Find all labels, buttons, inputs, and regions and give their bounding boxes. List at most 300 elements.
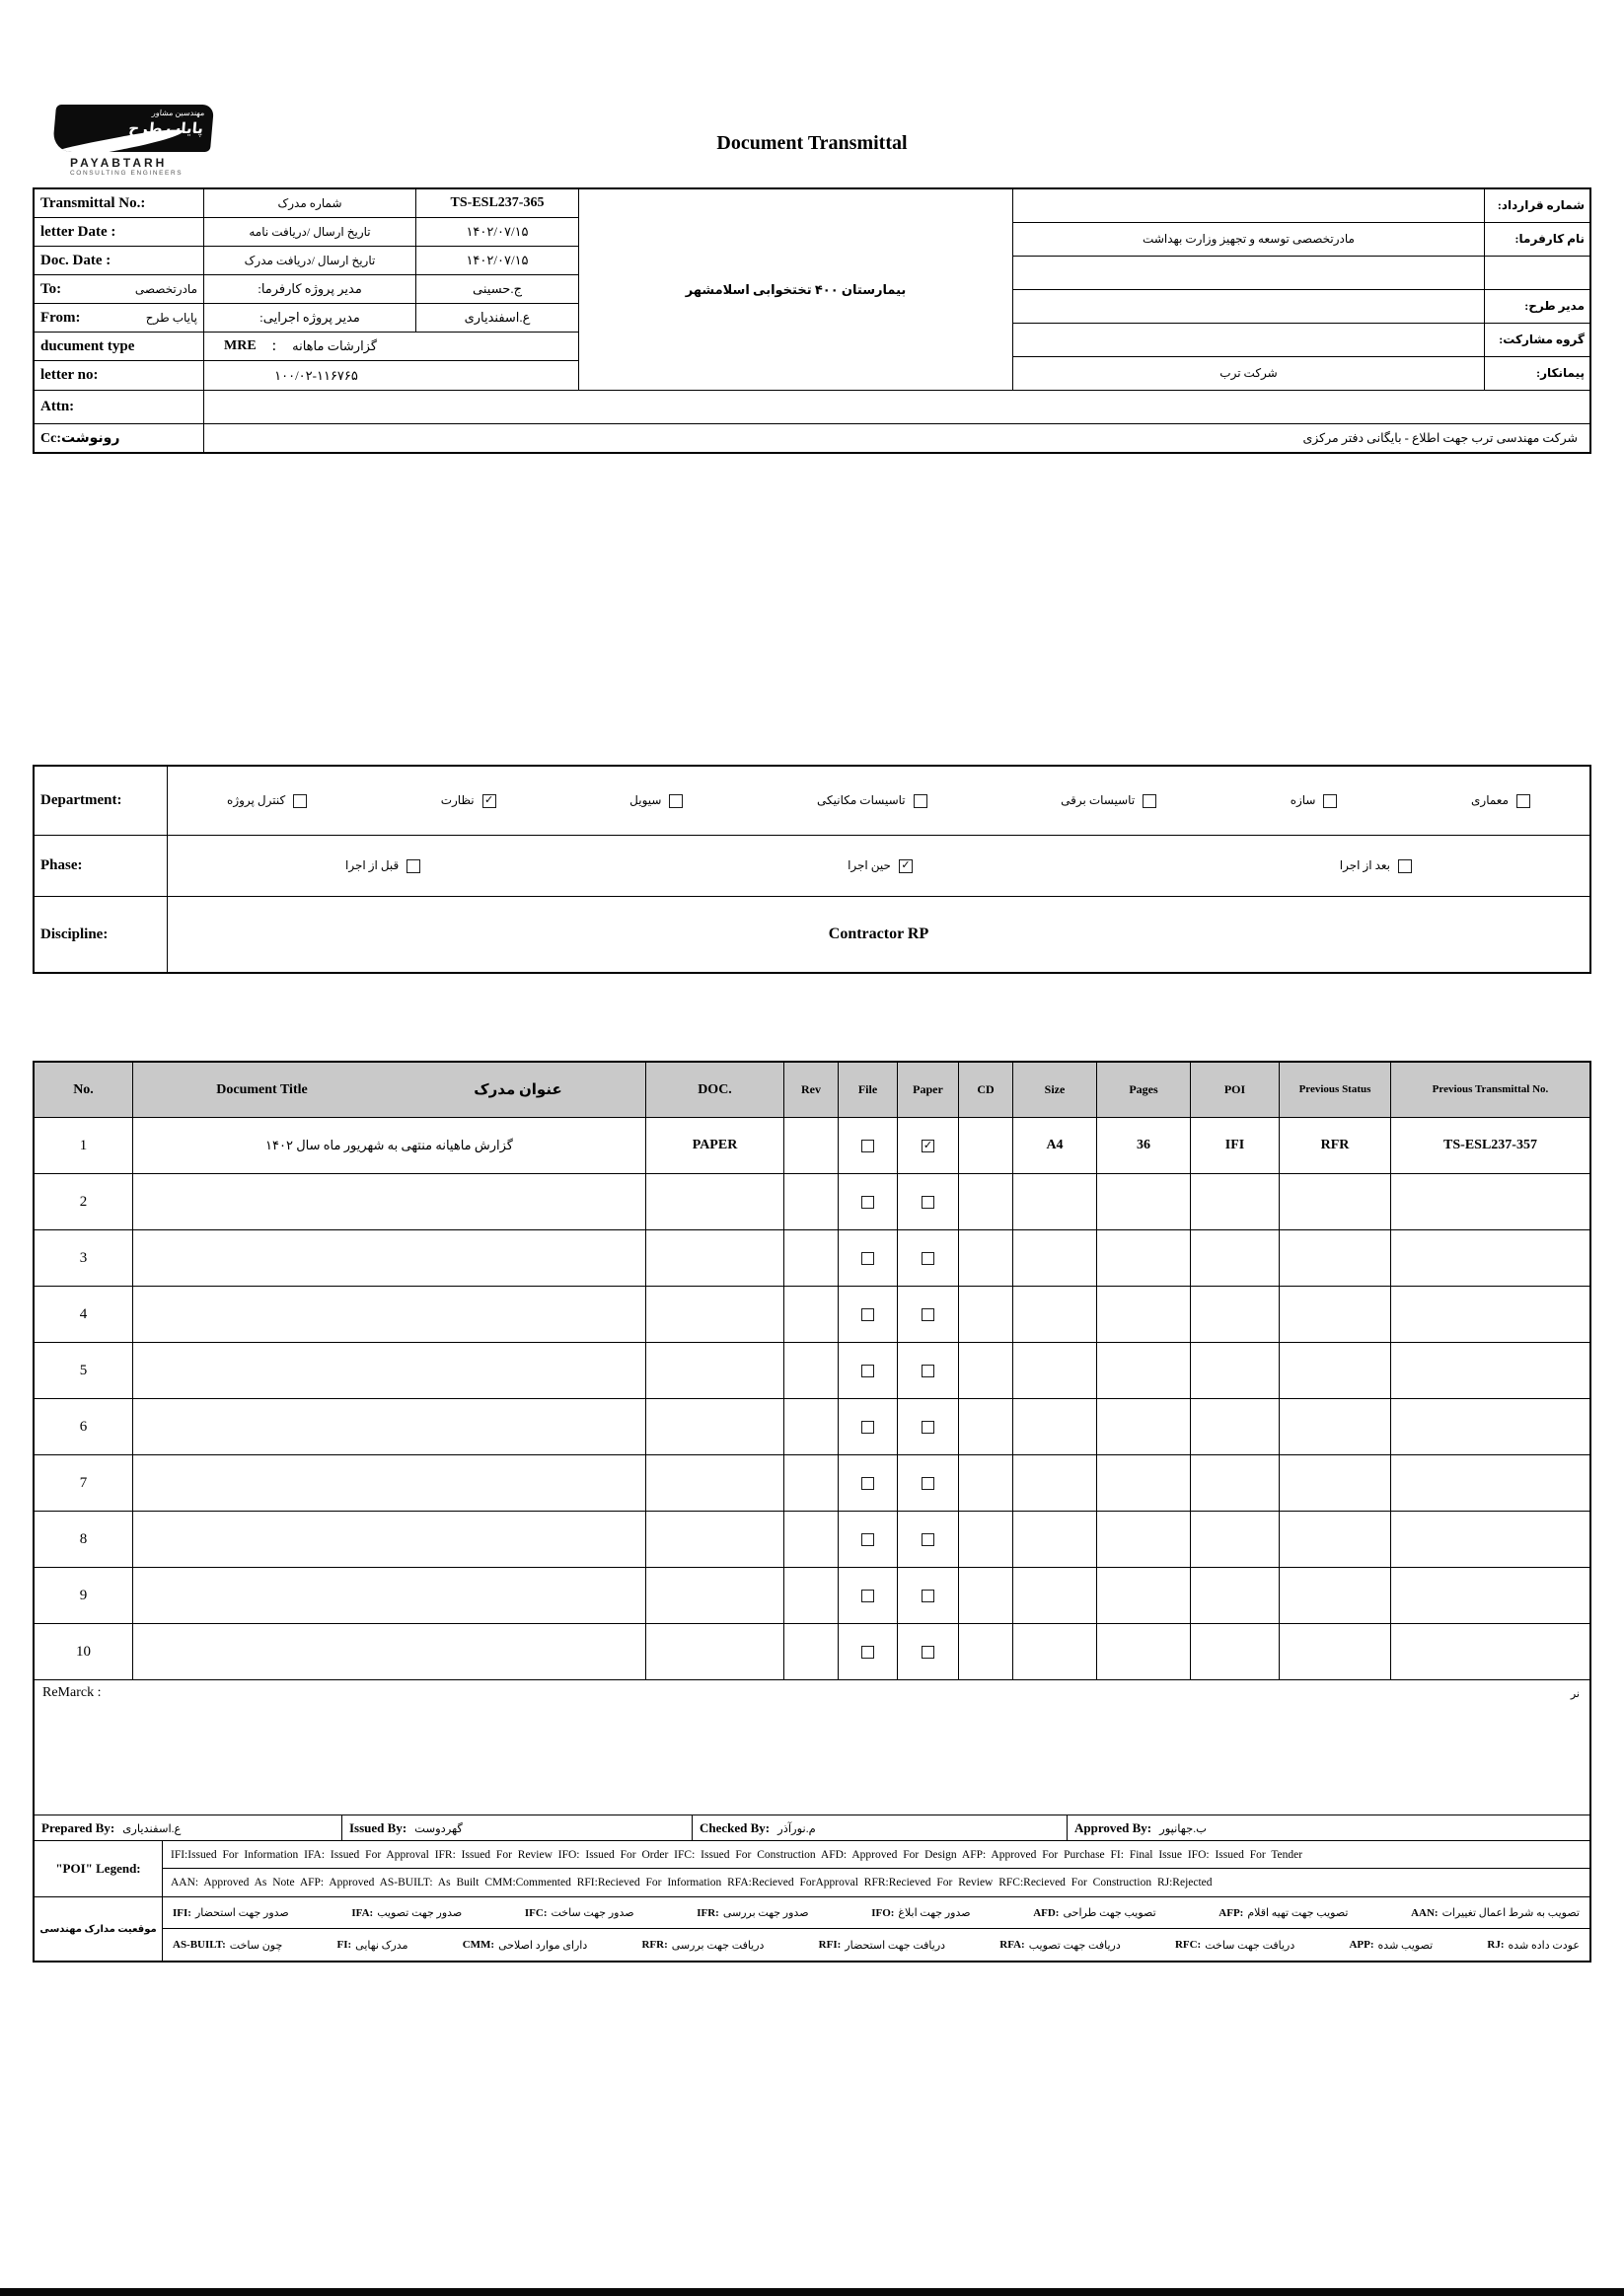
doc-row-prev-transmittal — [1391, 1230, 1589, 1286]
department-option-checkbox[interactable] — [1143, 794, 1156, 808]
doc-row-file-cell — [839, 1455, 898, 1511]
doc-row-file-checkbox[interactable] — [861, 1477, 874, 1490]
letter-date-fa-label: تاریخ ارسال /دریافت نامه — [204, 218, 416, 246]
doc-row-4 — [35, 1287, 1589, 1343]
doc-row-cd — [959, 1343, 1013, 1398]
transmittal-no-row — [35, 189, 578, 218]
legend-entry-IFO — [871, 1906, 970, 1919]
legend-entry-RFI — [819, 1939, 945, 1952]
legend-code: FI: — [336, 1939, 352, 1951]
legend-code: IFC: — [524, 1906, 548, 1919]
header-previous-transmittal: Previous Transmittal No. — [1432, 1082, 1549, 1095]
doc-row-file-cell — [839, 1230, 898, 1286]
doc-row-pages — [1097, 1512, 1191, 1567]
design-manager-row — [1013, 290, 1589, 324]
header-title-en: Document Title — [216, 1081, 308, 1097]
fa-legend-lines — [163, 1897, 1589, 1961]
legend-desc: صدور جهت ابلاغ — [898, 1907, 971, 1919]
legend-entry-IFI — [173, 1906, 289, 1919]
legend-entry-CMM — [463, 1939, 588, 1952]
legend-code: AFD: — [1033, 1906, 1060, 1919]
doc-row-size — [1013, 1230, 1097, 1286]
doc-type-fa-value: گزارشات ماهانه — [292, 338, 378, 353]
doc-row-poi — [1191, 1624, 1280, 1679]
phase-option — [1340, 858, 1412, 873]
legend-desc: صدور جهت استحضار — [194, 1907, 289, 1919]
header-paper: Paper — [898, 1063, 959, 1117]
doc-row-paper-checkbox[interactable] — [922, 1365, 934, 1377]
department-option — [629, 793, 683, 808]
header-pages: Pages — [1097, 1063, 1191, 1117]
legend-code: RFA: — [999, 1939, 1025, 1951]
legend-code: IFR: — [697, 1906, 719, 1919]
doc-row-prev-transmittal — [1391, 1174, 1589, 1229]
to-cell — [35, 275, 204, 303]
legend-code: IFI: — [173, 1906, 191, 1919]
header-document-title — [133, 1063, 646, 1117]
doc-row-file-checkbox[interactable] — [861, 1590, 874, 1602]
department-option-checkbox[interactable] — [669, 794, 683, 808]
phase-option — [345, 858, 420, 873]
prepared-by-label: Prepared By: — [41, 1819, 115, 1835]
fa-legend — [35, 1897, 1589, 1961]
doc-row-pages — [1097, 1230, 1191, 1286]
issued-by-label: Issued By: — [349, 1819, 407, 1835]
from-value: پایاب طرح — [145, 310, 197, 325]
legend-entry-RFC — [1175, 1939, 1294, 1952]
legend-entry-IFC — [525, 1906, 634, 1919]
department-option-label: کنترل پروژه — [227, 793, 286, 807]
legend-desc: تصویب جهت تهیه اقلام — [1247, 1907, 1349, 1919]
legend-entry-RFR — [641, 1939, 764, 1952]
phase-options — [168, 836, 1589, 896]
legend-desc: دریافت جهت ساخت — [1205, 1939, 1295, 1952]
from-row — [35, 304, 578, 333]
design-manager-label: مدیر طرح: — [1524, 299, 1585, 313]
doc-row-paper-cell — [898, 1399, 959, 1454]
doc-row-cd — [959, 1512, 1013, 1567]
doc-row-6 — [35, 1399, 1589, 1455]
doc-row-rev — [784, 1118, 839, 1173]
doc-row-pages: 36 — [1097, 1118, 1191, 1173]
department-option-label: معماری — [1471, 793, 1509, 807]
project-name-cell — [579, 189, 1013, 390]
to-label: To: — [40, 280, 62, 297]
doc-row-paper-cell — [898, 1624, 959, 1679]
doc-row-prev-status — [1280, 1624, 1391, 1679]
phase-option — [848, 858, 913, 873]
doc-type-row — [35, 333, 578, 361]
legend-desc: دریافت جهت استحضار — [845, 1939, 946, 1952]
phase-option-checkbox[interactable] — [1398, 859, 1412, 873]
attn-label: Attn: — [35, 391, 204, 423]
empty-right-label — [1485, 257, 1589, 289]
department-option-checkbox[interactable]: ✓ — [482, 794, 496, 808]
doc-row-rev — [784, 1624, 839, 1679]
project-name: بیمارستان ۴۰۰ تختخوابی اسلامشهر — [685, 281, 907, 297]
doc-row-file-cell — [839, 1512, 898, 1567]
doc-row-file-checkbox[interactable] — [861, 1533, 874, 1546]
legend-code: RFC: — [1174, 1939, 1202, 1951]
legend-entry-IFR — [697, 1906, 808, 1919]
doc-row-pages — [1097, 1624, 1191, 1679]
department-option-label: تاسیسات مکانیکی — [816, 793, 906, 807]
letter-date-row — [35, 218, 578, 247]
doc-row-7 — [35, 1455, 1589, 1512]
poi-legend-label: "POI" Legend: — [35, 1841, 163, 1896]
doc-row-prev-transmittal — [1391, 1343, 1589, 1398]
doc-row-title — [133, 1512, 646, 1567]
doc-row-prev-status — [1280, 1343, 1391, 1398]
checked-by-cell — [693, 1815, 1068, 1840]
legend-desc: دریافت جهت تصویب — [1028, 1939, 1121, 1952]
doc-row-prev-status — [1280, 1568, 1391, 1623]
doc-row-rev — [784, 1568, 839, 1623]
doc-row-size — [1013, 1399, 1097, 1454]
doc-row-poi — [1191, 1512, 1280, 1567]
doc-row-number: 4 — [35, 1287, 133, 1342]
doc-row-1 — [35, 1118, 1589, 1174]
client-pm-label: مدیر پروژه کارفرما: — [204, 275, 416, 303]
doc-row-rev — [784, 1174, 839, 1229]
phase-option-label: بعد از اجرا — [1339, 858, 1390, 872]
legend-code: RJ: — [1487, 1939, 1505, 1951]
doc-row-file-checkbox[interactable] — [861, 1646, 874, 1659]
department-options — [168, 767, 1589, 835]
scan-bottom-edge — [0, 2288, 1624, 2296]
doc-row-prev-status — [1280, 1230, 1391, 1286]
doc-row-pages — [1097, 1399, 1191, 1454]
legend-desc: عودت داده شده — [1508, 1939, 1580, 1952]
doc-row-size — [1013, 1455, 1097, 1511]
doc-row-paper-cell — [898, 1455, 959, 1511]
doc-row-number: 6 — [35, 1399, 133, 1454]
legend-desc: تصویب جهت طراحی — [1063, 1907, 1156, 1919]
doc-row-prev-transmittal — [1391, 1455, 1589, 1511]
legend-entry-AFD — [1033, 1906, 1155, 1919]
poi-legend-line2: AAN: Approved As Note AFP: Approved AS-BUILT: As Built CMM:Commented RFI:Recieved For Information RFA:Recieved ForApproval RFR:Recieved For Review RFC:Recieved For Construction RJ:Rejected — [171, 1877, 1213, 1889]
doc-row-paper-checkbox[interactable] — [922, 1477, 934, 1490]
doc-row-pages — [1097, 1343, 1191, 1398]
approved-by-value: ب.جهانپور — [1159, 1822, 1207, 1835]
doc-row-2 — [35, 1174, 1589, 1230]
legend-desc: مدرک نهایی — [355, 1939, 408, 1952]
doc-date-label: Doc. Date : — [35, 247, 204, 274]
doc-row-cd — [959, 1118, 1013, 1173]
to-value: مادرتخصصی — [134, 281, 197, 296]
doc-row-file-checkbox[interactable] — [861, 1140, 874, 1152]
doc-row-3 — [35, 1230, 1589, 1287]
department-option-label: نظارت — [440, 793, 475, 807]
department-option-checkbox[interactable] — [1323, 794, 1337, 808]
partnership-value — [1013, 324, 1485, 356]
doc-row-number: 10 — [35, 1624, 133, 1679]
partnership-row — [1013, 324, 1589, 357]
poi-legend-lines — [163, 1841, 1589, 1896]
doc-row-doc — [646, 1174, 784, 1229]
doc-row-poi — [1191, 1230, 1280, 1286]
legend-entry-FI — [337, 1939, 408, 1952]
doc-type-cell — [204, 333, 578, 360]
fa-legend-line1 — [163, 1897, 1589, 1929]
doc-row-rev — [784, 1230, 839, 1286]
design-manager-value — [1013, 290, 1485, 323]
legend-entry-APP — [1349, 1939, 1433, 1952]
transmittal-no-value: TS-ESL237-365 — [450, 195, 545, 210]
fa-legend-line2 — [163, 1929, 1589, 1961]
doc-row-cd — [959, 1568, 1013, 1623]
doc-row-paper-checkbox[interactable] — [922, 1252, 934, 1265]
page-title: Document Transmittal — [716, 132, 908, 154]
department-option-label: سیویل — [629, 793, 662, 807]
discipline-row — [35, 897, 1589, 972]
doc-row-paper-checkbox[interactable] — [922, 1421, 934, 1434]
phase-row — [35, 836, 1589, 897]
from-label: From: — [40, 309, 81, 326]
doc-row-paper-cell — [898, 1287, 959, 1342]
logo-company-name: PAYABTARH — [70, 156, 168, 170]
department-option — [1061, 793, 1156, 808]
doc-row-file-cell — [839, 1568, 898, 1623]
doc-row-paper-cell — [898, 1512, 959, 1567]
doc-row-cd — [959, 1399, 1013, 1454]
transmittal-header-table — [33, 187, 1591, 454]
department-option-label: تاسیسات برقی — [1061, 793, 1136, 807]
doc-row-prev-status: RFR — [1280, 1118, 1391, 1173]
letter-no-cell — [204, 361, 578, 390]
letter-date-value: ۱۴۰۲/۰۷/۱۵ — [466, 224, 529, 239]
doc-row-paper-checkbox[interactable] — [922, 1308, 934, 1321]
legend-code: CMM: — [462, 1939, 495, 1951]
department-option — [441, 793, 496, 808]
doc-row-rev — [784, 1287, 839, 1342]
doc-row-paper-checkbox[interactable]: ✓ — [923, 1139, 933, 1151]
doc-row-doc — [646, 1287, 784, 1342]
doc-table-body — [35, 1118, 1589, 1680]
logo-subtitle: CONSULTING ENGINEERS — [70, 170, 184, 177]
doc-row-title — [133, 1343, 646, 1398]
doc-row-size — [1013, 1624, 1097, 1679]
doc-row-file-cell — [839, 1118, 898, 1173]
doc-row-title — [133, 1399, 646, 1454]
doc-date-value: ۱۴۰۲/۰۷/۱۵ — [466, 253, 529, 267]
issued-by-value: گهردوست — [414, 1822, 463, 1835]
doc-row-title: گزارش ماهیانه منتهی به شهریور ماه سال ۱۴۰۲ — [133, 1118, 646, 1173]
header-top-section — [35, 189, 1589, 391]
doc-row-prev-transmittal — [1391, 1512, 1589, 1567]
doc-row-size: A4 — [1013, 1118, 1097, 1173]
letter-no-row — [35, 361, 578, 390]
phase-option-checkbox[interactable]: ✓ — [899, 859, 913, 873]
remark-label: ReMarck : — [42, 1685, 102, 1700]
legend-desc: تصویب به شرط اعمال تغییرات — [1441, 1907, 1580, 1919]
doc-row-file-checkbox[interactable] — [861, 1252, 874, 1265]
client-value: مادرتخصصی توسعه و تجهیز وزارت بهداشت — [1013, 223, 1485, 256]
doc-row-number: 3 — [35, 1230, 133, 1286]
header-size: Size — [1013, 1063, 1097, 1117]
cc-label: Cc:رونوشت — [35, 424, 204, 452]
doc-row-title — [133, 1455, 646, 1511]
doc-row-paper-cell — [898, 1174, 959, 1229]
doc-row-poi — [1191, 1455, 1280, 1511]
doc-row-doc — [646, 1230, 784, 1286]
doc-row-doc — [646, 1624, 784, 1679]
checked-by-value: م.نورآذر — [777, 1822, 816, 1835]
department-option-checkbox[interactable] — [293, 794, 307, 808]
header-right-column — [1013, 189, 1589, 390]
doc-row-paper-checkbox[interactable] — [922, 1646, 934, 1659]
contract-no-value — [1013, 189, 1485, 222]
doc-row-paper-checkbox[interactable] — [922, 1590, 934, 1602]
classification-table — [33, 765, 1591, 974]
legend-desc: صدور جهت ساخت — [551, 1907, 634, 1919]
checked-by-label: Checked By: — [700, 1819, 771, 1835]
doc-row-poi: IFI — [1191, 1118, 1280, 1173]
remark-note: نر — [1570, 1688, 1580, 1700]
doc-row-file-checkbox[interactable] — [861, 1308, 874, 1321]
doc-row-number: 5 — [35, 1343, 133, 1398]
legend-desc: صدور جهت بررسی — [722, 1907, 809, 1919]
legend-entry-AFP — [1218, 1906, 1348, 1919]
doc-row-title — [133, 1174, 646, 1229]
header-file: File — [839, 1063, 898, 1117]
doc-row-paper-checkbox[interactable] — [922, 1533, 934, 1546]
poi-legend-line1: IFI:Issued For Information IFA: Issued For Approval IFR: Issued For Review IFO: Issued For Order IFC: Issued For Construction AFD: Approved For Design AFP: Approved For Purchase FI: Final Issue IFO: Issued For Tender — [163, 1841, 1589, 1869]
legend-desc: دریافت جهت بررسی — [671, 1939, 765, 1952]
contractor-label: پیمانکار: — [1536, 366, 1585, 380]
doc-row-prev-transmittal — [1391, 1287, 1589, 1342]
prepared-by-cell — [35, 1815, 342, 1840]
transmittal-no-fa-label: شماره مدرک — [204, 189, 416, 217]
exec-pm-label: مدیر پروژه اجرایی: — [204, 304, 416, 332]
doc-row-rev — [784, 1399, 839, 1454]
doc-row-title — [133, 1287, 646, 1342]
doc-row-prev-status — [1280, 1174, 1391, 1229]
letter-date-label: letter Date : — [35, 218, 204, 246]
doc-row-title — [133, 1624, 646, 1679]
doc-row-cd — [959, 1455, 1013, 1511]
department-option-checkbox[interactable] — [914, 794, 927, 808]
remark-section — [35, 1680, 1589, 1815]
phase-label: Phase: — [35, 836, 168, 896]
doc-table-header — [35, 1063, 1589, 1118]
doc-row-doc — [646, 1399, 784, 1454]
doc-row-pages — [1097, 1174, 1191, 1229]
partnership-label: گروه مشارکت: — [1499, 333, 1585, 346]
header-no: No. — [35, 1063, 133, 1117]
client-label: نام کارفرما: — [1514, 232, 1585, 246]
doc-row-number: 1 — [35, 1118, 133, 1173]
exec-pm-value: ع.اسفندیاری — [464, 310, 531, 325]
legend-code: IFA: — [351, 1906, 374, 1919]
doc-row-paper-cell — [898, 1343, 959, 1398]
doc-row-size — [1013, 1568, 1097, 1623]
phase-option-label: قبل از اجرا — [345, 858, 400, 872]
header-cd: CD — [959, 1063, 1013, 1117]
header-poi: POI — [1191, 1063, 1280, 1117]
department-label: Department: — [35, 767, 168, 835]
legend-desc: تصویب شده — [1377, 1939, 1434, 1952]
logo-fa-line1: مهندسین مشاور — [151, 109, 205, 117]
doc-row-paper-cell — [898, 1230, 959, 1286]
doc-row-prev-transmittal — [1391, 1568, 1589, 1623]
legend-desc: صدور جهت تصویب — [377, 1907, 463, 1919]
client-row — [1013, 223, 1589, 257]
doc-row-title — [133, 1230, 646, 1286]
phase-option-checkbox[interactable] — [406, 859, 420, 873]
approved-by-cell — [1068, 1815, 1589, 1840]
header-rev: Rev — [784, 1063, 839, 1117]
legend-entry-AAN — [1411, 1906, 1580, 1919]
doc-row-prev-status — [1280, 1399, 1391, 1454]
doc-row-doc — [646, 1455, 784, 1511]
doc-date-row — [35, 247, 578, 275]
doc-type-separator: : — [271, 337, 277, 354]
doc-row-file-cell — [839, 1287, 898, 1342]
department-row — [35, 767, 1589, 836]
doc-row-file-checkbox[interactable] — [861, 1365, 874, 1377]
doc-row-poi — [1191, 1399, 1280, 1454]
doc-row-poi — [1191, 1568, 1280, 1623]
doc-row-rev — [784, 1343, 839, 1398]
doc-row-pages — [1097, 1455, 1191, 1511]
doc-row-paper-cell — [898, 1568, 959, 1623]
header-left-column — [35, 189, 579, 390]
cc-row — [35, 424, 1589, 452]
doc-row-title — [133, 1568, 646, 1623]
doc-type-code: MRE — [224, 338, 257, 353]
doc-row-file-checkbox[interactable] — [861, 1421, 874, 1434]
doc-row-rev — [784, 1455, 839, 1511]
doc-row-doc: PAPER — [646, 1118, 784, 1173]
doc-row-poi — [1191, 1174, 1280, 1229]
legend-entry-AS-BUILT — [173, 1939, 282, 1952]
department-option-checkbox[interactable] — [1516, 794, 1530, 808]
header-title-fa: عنوان مدرک — [474, 1082, 562, 1098]
doc-row-9 — [35, 1568, 1589, 1624]
legend-code: AS-BUILT: — [173, 1939, 226, 1951]
empty-right-row — [1013, 257, 1589, 290]
empty-right-value — [1013, 257, 1485, 289]
contract-no-label: شماره قرارداد: — [1497, 198, 1585, 212]
signature-row — [35, 1815, 1589, 1841]
doc-row-10 — [35, 1624, 1589, 1680]
doc-row-paper-checkbox[interactable] — [922, 1196, 934, 1209]
doc-row-number: 9 — [35, 1568, 133, 1623]
doc-row-file-cell — [839, 1399, 898, 1454]
department-option — [1471, 793, 1530, 808]
doc-row-paper-cell — [898, 1118, 959, 1173]
department-option-label: سازه — [1290, 793, 1316, 807]
doc-row-prev-status — [1280, 1512, 1391, 1567]
doc-row-size — [1013, 1174, 1097, 1229]
legend-code: RFR: — [641, 1939, 668, 1951]
cc-value: شرکت مهندسی ترب جهت اطلاع - بایگانی دفتر مرکزی — [1302, 431, 1578, 445]
doc-row-file-cell — [839, 1624, 898, 1679]
fa-legend-label: موقعیت مدارک مهندسی — [35, 1897, 163, 1961]
contract-no-row — [1013, 189, 1589, 223]
legend-code: IFO: — [871, 1906, 895, 1919]
documents-table — [33, 1061, 1591, 1963]
doc-row-prev-transmittal — [1391, 1624, 1589, 1679]
letter-no-value: ۱۰۰/۰۲-۱۱۶۷۶۵ — [274, 367, 358, 383]
doc-row-cd — [959, 1230, 1013, 1286]
prepared-by-value: ع.اسفندیاری — [122, 1822, 182, 1835]
doc-row-size — [1013, 1512, 1097, 1567]
doc-row-file-checkbox[interactable] — [861, 1196, 874, 1209]
doc-row-doc — [646, 1343, 784, 1398]
doc-row-doc — [646, 1512, 784, 1567]
